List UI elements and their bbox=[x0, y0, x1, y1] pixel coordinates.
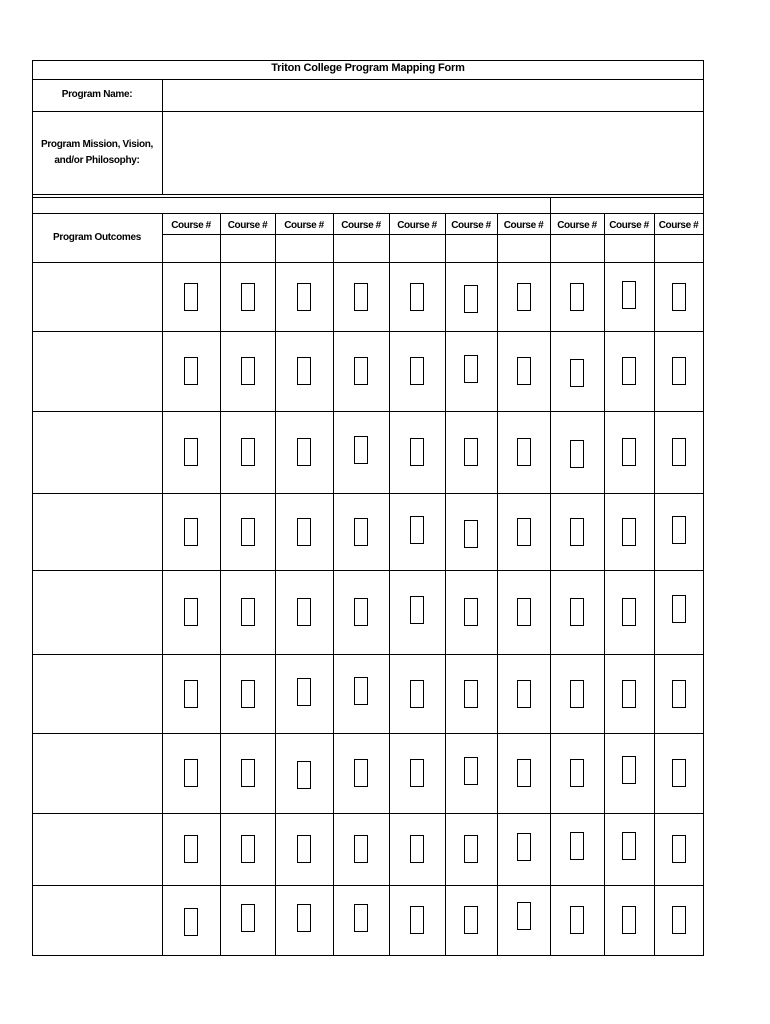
course-header: Course # bbox=[503, 220, 544, 231]
program-outcome-field[interactable] bbox=[32, 494, 162, 570]
course-outcome-checkbox[interactable] bbox=[410, 357, 424, 385]
course-number-input[interactable] bbox=[390, 235, 444, 261]
course-header: Course # bbox=[557, 220, 597, 231]
course-outcome-checkbox[interactable] bbox=[184, 438, 198, 466]
course-outcome-checkbox[interactable] bbox=[517, 518, 531, 546]
course-outcome-checkbox[interactable] bbox=[517, 357, 531, 385]
course-outcome-checkbox[interactable] bbox=[570, 832, 584, 860]
course-outcome-checkbox[interactable] bbox=[672, 438, 686, 466]
divider bbox=[32, 194, 704, 195]
course-outcome-checkbox[interactable] bbox=[184, 759, 198, 787]
course-outcome-checkbox[interactable] bbox=[354, 518, 368, 546]
course-outcome-checkbox[interactable] bbox=[410, 438, 424, 466]
course-outcome-checkbox[interactable] bbox=[517, 902, 531, 930]
course-outcome-checkbox[interactable] bbox=[672, 759, 686, 787]
course-outcome-checkbox[interactable] bbox=[241, 759, 255, 787]
course-outcome-checkbox[interactable] bbox=[354, 283, 368, 311]
course-number-input[interactable] bbox=[276, 235, 332, 261]
course-outcome-checkbox[interactable] bbox=[622, 832, 636, 860]
course-outcome-checkbox[interactable] bbox=[354, 677, 368, 705]
program-mapping-form bbox=[32, 60, 704, 956]
course-outcome-checkbox[interactable] bbox=[241, 835, 255, 863]
column-separator bbox=[389, 213, 390, 956]
course-outcome-checkbox[interactable] bbox=[464, 520, 478, 548]
course-outcome-checkbox[interactable] bbox=[517, 759, 531, 787]
course-outcome-checkbox[interactable] bbox=[184, 835, 198, 863]
program-outcome-field[interactable] bbox=[32, 814, 162, 885]
course-outcome-checkbox[interactable] bbox=[354, 436, 368, 464]
column-separator bbox=[445, 213, 446, 956]
course-header: Course # bbox=[284, 220, 324, 231]
course-outcome-checkbox[interactable] bbox=[672, 680, 686, 708]
program-outcome-field[interactable] bbox=[32, 655, 162, 733]
course-outcome-checkbox[interactable] bbox=[570, 680, 584, 708]
mission-label: Program Mission, Vision, and/or Philosophy: bbox=[40, 139, 154, 166]
program-name-field[interactable] bbox=[163, 80, 703, 111]
course-outcome-checkbox[interactable] bbox=[241, 357, 255, 385]
course-outcome-checkbox[interactable] bbox=[622, 281, 636, 309]
course-header: Course # bbox=[397, 220, 437, 231]
course-outcome-checkbox[interactable] bbox=[241, 283, 255, 311]
course-outcome-checkbox[interactable] bbox=[672, 357, 686, 385]
course-header: Course # bbox=[451, 220, 491, 231]
course-outcome-checkbox[interactable] bbox=[517, 833, 531, 861]
course-outcome-checkbox[interactable] bbox=[297, 438, 311, 466]
course-outcome-checkbox[interactable] bbox=[241, 598, 255, 626]
border-right bbox=[703, 60, 704, 956]
course-outcome-checkbox[interactable] bbox=[184, 680, 198, 708]
course-header: Course # bbox=[658, 220, 699, 231]
course-outcome-checkbox[interactable] bbox=[464, 680, 478, 708]
column-separator bbox=[275, 213, 276, 956]
course-outcome-checkbox[interactable] bbox=[184, 357, 198, 385]
course-outcome-checkbox[interactable] bbox=[241, 904, 255, 932]
course-outcome-checkbox[interactable] bbox=[464, 285, 478, 313]
course-outcome-checkbox[interactable] bbox=[464, 757, 478, 785]
course-number-input[interactable] bbox=[221, 235, 274, 261]
course-number-input[interactable] bbox=[605, 235, 653, 261]
course-outcome-checkbox[interactable] bbox=[517, 680, 531, 708]
course-outcome-checkbox[interactable] bbox=[672, 835, 686, 863]
course-outcome-checkbox[interactable] bbox=[241, 438, 255, 466]
column-separator bbox=[654, 213, 655, 956]
divider bbox=[32, 60, 704, 61]
course-outcome-checkbox[interactable] bbox=[184, 518, 198, 546]
course-outcome-checkbox[interactable] bbox=[354, 835, 368, 863]
course-outcome-checkbox[interactable] bbox=[184, 908, 198, 936]
course-outcome-checkbox[interactable] bbox=[570, 283, 584, 311]
course-outcome-checkbox[interactable] bbox=[672, 595, 686, 623]
course-outcome-checkbox[interactable] bbox=[517, 283, 531, 311]
column-separator bbox=[220, 213, 221, 956]
course-header: Course # bbox=[227, 220, 268, 231]
course-outcome-checkbox[interactable] bbox=[570, 906, 584, 934]
course-outcome-checkbox[interactable] bbox=[297, 678, 311, 706]
course-header: Course # bbox=[609, 220, 649, 231]
column-separator bbox=[550, 213, 551, 956]
course-outcome-checkbox[interactable] bbox=[622, 680, 636, 708]
course-outcome-checkbox[interactable] bbox=[410, 759, 424, 787]
course-outcome-checkbox[interactable] bbox=[297, 761, 311, 789]
course-outcome-checkbox[interactable] bbox=[622, 438, 636, 466]
course-number-input[interactable] bbox=[446, 235, 496, 261]
course-outcome-checkbox[interactable] bbox=[297, 283, 311, 311]
course-outcome-checkbox[interactable] bbox=[464, 355, 478, 383]
course-outcome-checkbox[interactable] bbox=[464, 906, 478, 934]
course-outcome-checkbox[interactable] bbox=[622, 906, 636, 934]
course-outcome-checkbox[interactable] bbox=[297, 598, 311, 626]
course-outcome-checkbox[interactable] bbox=[570, 440, 584, 468]
course-outcome-checkbox[interactable] bbox=[241, 680, 255, 708]
course-outcome-checkbox[interactable] bbox=[570, 518, 584, 546]
course-number-input[interactable] bbox=[334, 235, 388, 261]
course-outcome-checkbox[interactable] bbox=[410, 516, 424, 544]
course-outcome-checkbox[interactable] bbox=[464, 438, 478, 466]
course-outcome-checkbox[interactable] bbox=[672, 516, 686, 544]
program-outcomes-label: Program Outcomes bbox=[52, 232, 141, 243]
course-outcome-checkbox[interactable] bbox=[241, 518, 255, 546]
course-outcome-checkbox[interactable] bbox=[410, 835, 424, 863]
course-outcome-checkbox[interactable] bbox=[297, 904, 311, 932]
course-outcome-checkbox[interactable] bbox=[570, 359, 584, 387]
course-header: Course # bbox=[171, 220, 211, 231]
column-separator bbox=[162, 213, 163, 956]
course-outcome-checkbox[interactable] bbox=[410, 283, 424, 311]
course-outcome-checkbox[interactable] bbox=[622, 598, 636, 626]
course-outcome-checkbox[interactable] bbox=[410, 906, 424, 934]
column-separator bbox=[604, 213, 605, 956]
course-outcome-checkbox[interactable] bbox=[672, 906, 686, 934]
course-outcome-checkbox[interactable] bbox=[570, 598, 584, 626]
program-outcome-field[interactable] bbox=[32, 734, 162, 813]
column-separator bbox=[333, 213, 334, 956]
column-separator bbox=[497, 213, 498, 956]
course-outcome-checkbox[interactable] bbox=[464, 598, 478, 626]
program-outcome-field[interactable] bbox=[32, 571, 162, 654]
course-outcome-checkbox[interactable] bbox=[517, 438, 531, 466]
divider bbox=[32, 197, 704, 198]
course-outcome-checkbox[interactable] bbox=[297, 518, 311, 546]
course-outcome-checkbox[interactable] bbox=[622, 518, 636, 546]
program-name-label: Program Name: bbox=[61, 89, 133, 100]
course-number-input[interactable] bbox=[551, 235, 603, 261]
course-outcome-checkbox[interactable] bbox=[354, 759, 368, 787]
course-header: Course # bbox=[341, 220, 381, 231]
course-outcome-checkbox[interactable] bbox=[184, 598, 198, 626]
course-outcome-checkbox[interactable] bbox=[297, 835, 311, 863]
course-outcome-checkbox[interactable] bbox=[622, 357, 636, 385]
course-outcome-checkbox[interactable] bbox=[672, 283, 686, 311]
course-outcome-checkbox[interactable] bbox=[464, 835, 478, 863]
course-number-input[interactable] bbox=[498, 235, 549, 261]
column-separator bbox=[550, 197, 551, 213]
form-title: Triton College Program Mapping Form bbox=[271, 62, 465, 74]
course-outcome-checkbox[interactable] bbox=[410, 680, 424, 708]
course-outcome-checkbox[interactable] bbox=[517, 598, 531, 626]
course-outcome-checkbox[interactable] bbox=[184, 283, 198, 311]
course-outcome-checkbox[interactable] bbox=[622, 756, 636, 784]
program-outcome-field[interactable] bbox=[32, 263, 162, 331]
course-outcome-checkbox[interactable] bbox=[354, 598, 368, 626]
program-outcome-field[interactable] bbox=[32, 332, 162, 411]
mission-field[interactable] bbox=[163, 112, 703, 194]
program-outcome-field[interactable] bbox=[32, 412, 162, 493]
course-number-input[interactable] bbox=[655, 235, 702, 261]
course-outcome-checkbox[interactable] bbox=[354, 904, 368, 932]
program-outcome-field[interactable] bbox=[32, 886, 162, 955]
course-outcome-checkbox[interactable] bbox=[410, 596, 424, 624]
course-outcome-checkbox[interactable] bbox=[354, 357, 368, 385]
course-outcome-checkbox[interactable] bbox=[570, 759, 584, 787]
course-outcome-checkbox[interactable] bbox=[297, 357, 311, 385]
course-number-input[interactable] bbox=[163, 235, 219, 261]
